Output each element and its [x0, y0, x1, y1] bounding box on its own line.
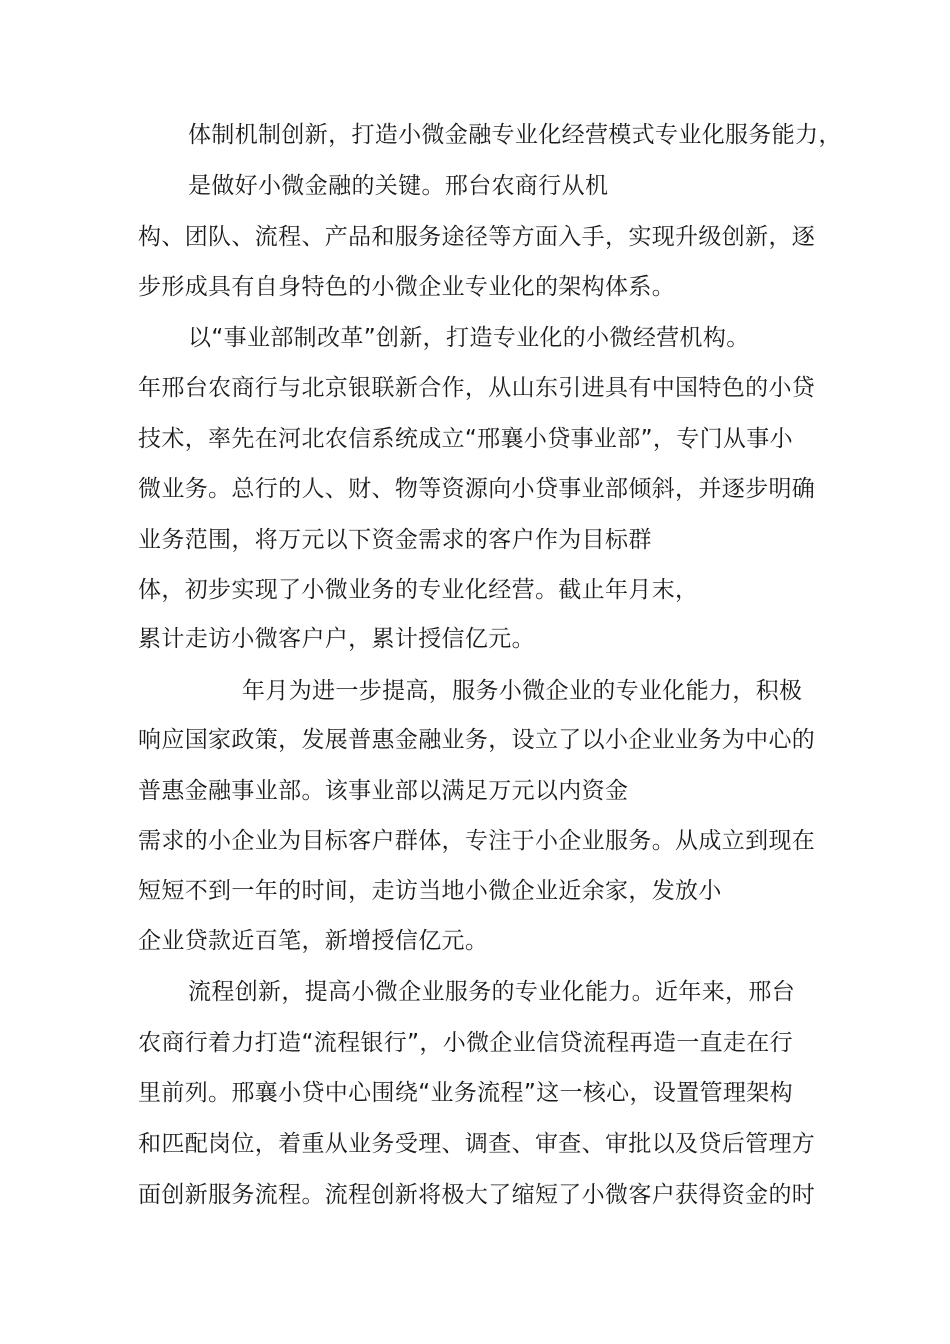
text-line-18: 流程创新，提高小微企业服务的专业化能力。近年来，邢台	[188, 979, 796, 1005]
text-line-14: 普惠金融事业部。该事业部以满足万元以内资金	[138, 778, 629, 804]
text-line-9: 业务范围，将万元以下资金需求的客户作为目标群	[138, 527, 652, 553]
text-line-15: 需求的小企业为目标客户群体，专注于小企业服务。从成立到现在	[138, 828, 816, 854]
text-line-21: 和匹配岗位，着重从业务受理、调查、审查、审批以及贷后管理方	[138, 1131, 816, 1157]
text-line-8: 微业务。总行的人、财、物等资源向小贷事业部倾斜，并逐步明确	[138, 476, 816, 502]
text-line-20: 里前列。邢襄小贷中心围绕“业务流程”这一核心，设置管理架构	[138, 1080, 793, 1106]
text-line-19: 农商行着力打造“流程银行”，小微企业信贷流程再造一直走在行	[138, 1030, 793, 1056]
text-line-12: 年月为进一步提高，服务小微企业的专业化能力，积极	[242, 678, 803, 704]
text-line-13: 响应国家政策，发展普惠金融业务，设立了以小企业业务为中心的	[138, 727, 816, 753]
text-line-2: 是做好小微金融的关键。邢台农商行从机	[188, 173, 609, 199]
text-line-7: 技术，率先在河北农信系统成立“邢襄小贷事业部”，专门从事小	[138, 426, 793, 452]
text-line-5: 以“事业部制改革”创新，打造专业化的小微经营机构。	[188, 325, 750, 351]
text-line-22: 面创新服务流程。流程创新将极大了缩短了小微客户获得资金的时	[138, 1182, 816, 1208]
text-line-3: 构、团队、流程、产品和服务途径等方面入手，实现升级创新，逐	[138, 224, 816, 250]
text-line-11: 累计走访小微客户户，累计授信亿元。	[138, 626, 535, 652]
text-line-1: 体制机制创新，打造小微金融专业化经营模式专业化服务能力，	[188, 122, 842, 148]
text-line-17: 企业贷款近百笔，新增授信亿元。	[138, 928, 489, 954]
text-line-4: 步形成具有自身特色的小微企业专业化的架构体系。	[138, 274, 676, 300]
text-line-6: 年邢台农商行与北京银联新合作，从山东引进具有中国特色的小贷	[138, 375, 816, 401]
text-line-10: 体，初步实现了小微业务的专业化经营。截止年月末，	[138, 577, 699, 603]
text-line-16: 短短不到一年的时间，走访当地小微企业近余家，发放小	[138, 878, 722, 904]
